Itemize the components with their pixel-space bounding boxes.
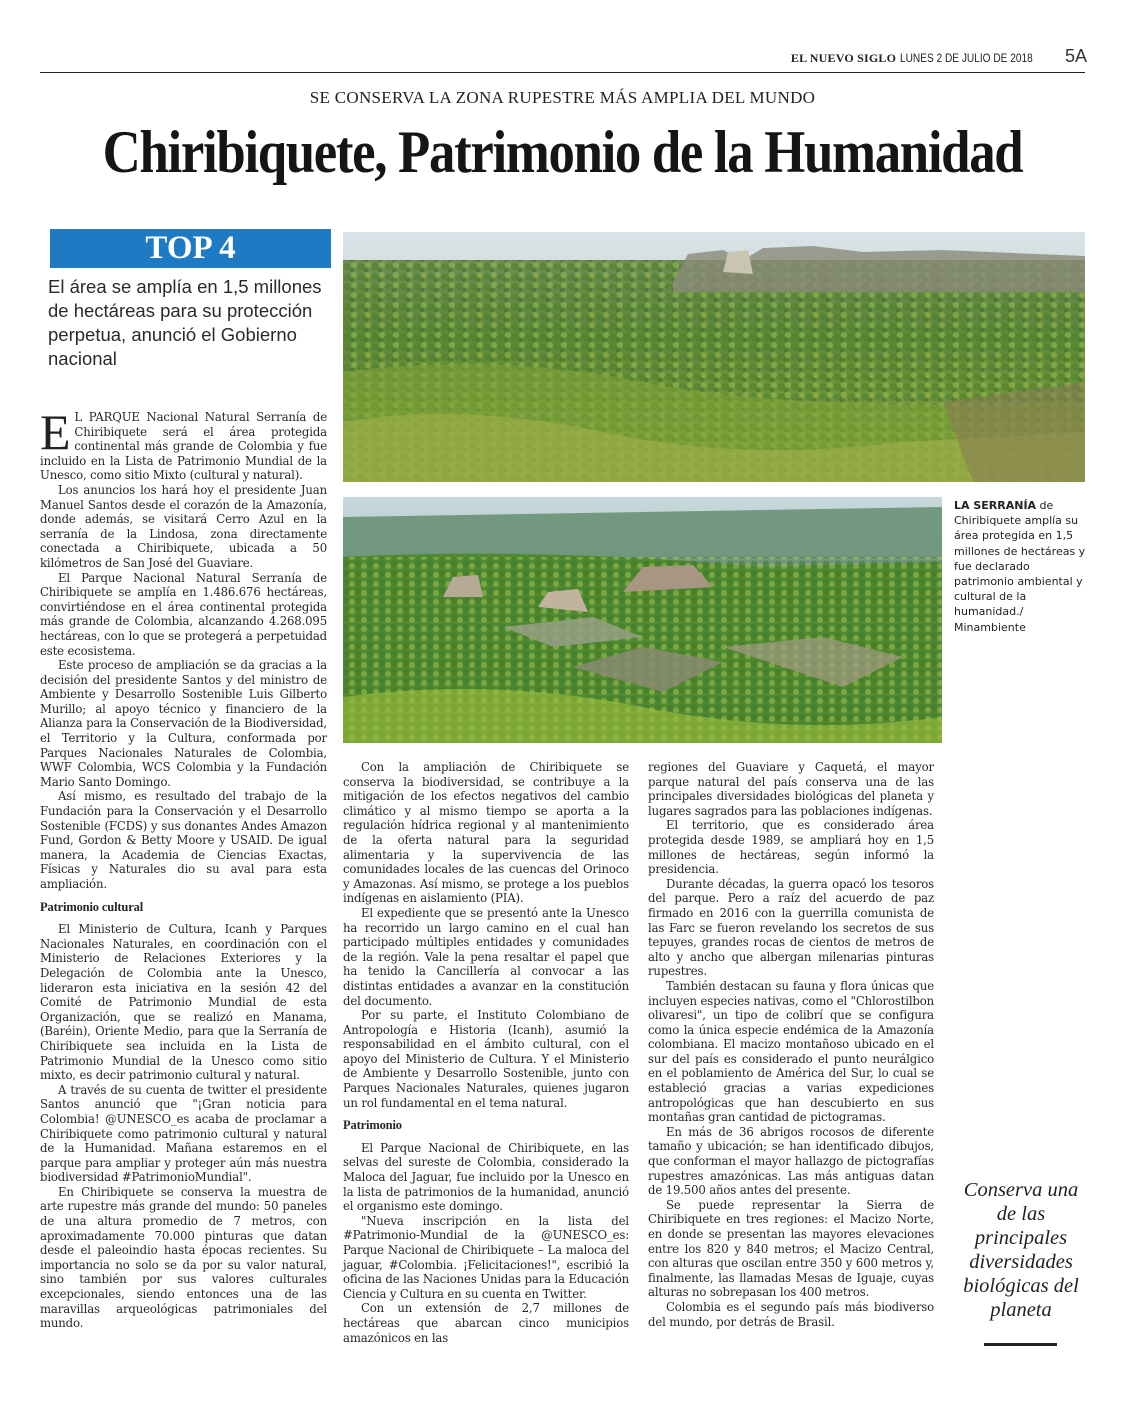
caption-lead: LA SERRANÍA — [954, 499, 1037, 512]
paragraph: El territorio, que es considerado área protegida desde 1989, se ampliará hoy en 1,5 millones de hectáreas, según informó la presidencia. — [648, 818, 934, 877]
top-box-label-text: TOP 4 — [145, 230, 236, 266]
paragraph-text: L PARQUE Nacional Natural Serranía de Chiribiquete será el área protegida continental más grande de Colombia y fue incluido en la Lista de Patrimonio Mundial de la Unesco, como sitio Mixto (cultural y natural). — [40, 410, 327, 483]
landscape-photo-1 — [343, 232, 1085, 482]
paragraph: Colombia es el segundo país más biodiverso del mundo, por detrás de Brasil. — [648, 1299, 934, 1329]
article-column-1 — [40, 404, 327, 1331]
paragraph: Este proceso de ampliación se da gracias a la decisión del presidente Santos y del ministro de Ambiente y Desarrollo Sostenible Luis Gilberto Murillo; al apoyo técnico y financiero de la Alianza para la Conservación de la Biodiversidad, el Territorio y la Cultura, conformada por Parques Nacionales Naturales de Colombia, WWF Colombia, WCS Colombia y la Fundación Mario Santo Domingo. — [40, 658, 327, 789]
paragraph: Se puede representar la Sierra de Chiribiquete en tres regiones: el Macizo Norte, en donde se presentan las mayores elevaciones entre los 820 y 840 metros; el Macizo Central, con alturas que oscilan entre 350 y 600 metros y, finalmente, las llamadas Mesas de Iguaje, cuyas alturas no sobrepasan los 400 metros. — [648, 1197, 934, 1300]
paragraph: En más de 36 abrigos rocosos de diferente tamaño y ubicación; se han identificado dibujos, que conforman el mayor hallazgo de pictografías rupestres amazónicas. Las más antiguas datan de 19.500 años antes del presente. — [648, 1124, 934, 1198]
paragraph: Así mismo, es resultado del trabajo de la Fundación para la Conservación y el Desarrollo Sostenible (FCDS) y sus donantes Andes Amazon Fund, Gordon & Betty Moore y USAID. De igual manera, la Academia de Ciencias Exactas, Físicas y Naturales dio su aval para esta ampliación. — [40, 789, 327, 891]
issue-date: LUNES 2 DE JULIO DE 2018 — [900, 53, 1033, 65]
kicker: SE CONSERVA LA ZONA RUPESTRE MÁS AMPLIA DEL MUNDO — [309, 88, 816, 107]
header-rule — [40, 72, 1085, 73]
page-number: 5A — [1064, 46, 1087, 66]
top-box-summary: El área se amplía en 1,5 millones de hectáreas para su protección perpetua, anunció el Gobierno nacional — [48, 276, 322, 369]
headline: Chiribiquete, Patrimonio de la Humanidad — [102, 119, 1023, 185]
paragraph: El Parque Nacional Natural Serranía de Chiribiquete se amplía en 1.486.676 hectáreas, convirtiéndose en el área continental protegida más grande de Colombia, alcanzando 4.268.095 hectáreas, con lo que se protegerá a perpetuidad este ecosistema. — [40, 570, 327, 658]
paragraph: El Ministerio de Cultura, Icanh y Parques Nacionales Naturales, en coordinación con el Ministerio de Relaciones Exteriores y la Delegación de Colombia ante la Unesco, lideraron esta iniciativa en la sesión 42 del Comité de Patrimonio Mundial de esta Organización, que se realizó en Manama, (Baréin), Oriente Medio, para que la Serranía de Chiribiquete sea incluida en la Lista de Patrimonio Mundial de la Unesco como sitio mixto, es decir patrimonio cultural y natural. — [40, 922, 327, 1083]
masthead — [791, 46, 1087, 67]
section-heading: Patrimonio — [343, 1118, 402, 1133]
paragraph: Con un extensión de 2,7 millones de hectáreas que abarcan cinco municipios amazónicos en las — [343, 1301, 629, 1345]
section-heading: Patrimonio cultural — [40, 899, 144, 914]
drop-cap: E — [40, 404, 71, 460]
paragraph: El Parque Nacional de Chiribiquete, en las selvas del sureste de Colombia, considerado la Maloca del Jaguar, fue incluido por la Unesco en la lista de patrimonios de la humanidad, anunció el organismo este domingo. — [343, 1140, 629, 1214]
paragraph: El expediente que se presentó ante la Unesco ha recorrido un largo camino en el cual han participado múltiples entidades y comunidades de la región. Vale la pena resaltar el papel que ha tenido la Cancillería al convocar a las distintas entidades a avanzar en la constitución del documento. — [343, 905, 629, 1008]
pull-quote-rule — [984, 1343, 1057, 1346]
top-box-rule — [50, 267, 331, 268]
paragraph: A través de su cuenta de twitter el presidente Santos anunció que "¡Gran noticia para Colombia! @UNESCO_es acaba de proclamar a Chiribiquete como patrimonio cultural y natural de la Humanidad. Mañana estaremos en el parque para ampliar y proteger aún más nuestra biodiversidad #PatrimonioMundial". — [40, 1082, 327, 1185]
newspaper-name: EL NUEVO SIGLO — [790, 51, 897, 65]
paragraph: En Chiribiquete se conserva la muestra de arte rupestre más grande del mundo: 50 paneles de una altura promedio de 7 metros, con aproximadamente 70.000 pinturas que datan desde el paleoindio hasta épocas recientes. Su importancia no solo se da por su valor natural, sino también por sus valores culturales excepcionales, siendo entonces una de las maravillas arqueológicas patrimoniales del mundo. — [40, 1184, 327, 1331]
paragraph: regiones del Guaviare y Caquetá, el mayor parque natural del país conserva una de las principales diversidades biológicas del planeta y lugares sagrados para las poblaciones indígenas. — [648, 760, 934, 818]
paragraph: Los anuncios los hará hoy el presidente Juan Manuel Santos desde el corazón de la Amazonía, donde además, se visitará Cerro Azul en la serranía de la Lindosa, zona directamente conectada a Chiribiquete, ubicada a 50 kilómetros de San José del Guaviare. — [40, 482, 327, 570]
article-column-2 — [343, 760, 629, 1345]
paragraph: Por su parte, el Instituto Colombiano de Antropología e Historia (Icanh), asumió la responsabilidad en el ámbito cultural, con el apoyo del Ministerio de Cultura. Y el Ministerio de Ambiente y Desarrollo Sostenible, junto con Parques Nacionales Naturales, quienes jugaron un rol fundamental en el tema natural. — [343, 1008, 629, 1110]
paragraph: Durante décadas, la guerra opacó los tesoros del parque. Pero a raíz del acuerdo de paz firmado en 2016 con la guerrilla comunista de las Farc se fueron revelando los secretos de sus tepuyes, grandes rocas de cientos de metros de alto y ancho que albergan milenarias pinturas rupestres. — [648, 876, 934, 979]
paragraph: "Nueva inscripción en la lista del #Patrimonio-Mundial de la @UNESCO_es: Parque Nacional de Chiribiquete – La maloca del jaguar, #Colombia. ¡Felicitaciones!", escribió la oficina de las Naciones Unidas para la Educación Ciencia y Cultura en su cuenta en Twitter. — [343, 1213, 629, 1301]
top-box-label — [50, 229, 331, 267]
pull-quote: Conserva una de las principales diversidades biológicas del planeta — [963, 1179, 1079, 1321]
paragraph — [40, 404, 327, 483]
landscape-photo-2 — [343, 497, 942, 743]
paragraph: Con la ampliación de Chiribiquete se conserva la biodiversidad, se contribuye a la mitigación de los efectos negativos del cambio climático y al mismo tiempo se aporta a la regulación hídrica regional y al mantenimiento de la oferta natural para la seguridad alimentaria y la supervivencia de las comunidades locales de las cuencas del Orinoco y Amazonas. Así mismo, se protege a los pueblos indígenas en aislamiento (PIA). — [343, 760, 629, 906]
paragraph: También destacan su fauna y flora únicas que incluyen especies nativas, como el "Chlorostilbon olivaresi", un tipo de colibrí que se configura como la única especie endémica de la Amazonía colombiana. El macizo montañoso ubicado en el sur del país es considerado el punto neurálgico en el poblamiento de América del Sur, lo cual se estableció gracias a varias expediciones antropológicas que han descubierto en sus montañas gran cantidad de pictogramas. — [648, 978, 934, 1125]
caption-text: de Chiribiquete amplía su área protegida en 1,5 millones de hectáreas y fue declarado patrimonio ambiental y cultural de la humanidad./ Minambiente — [954, 499, 1086, 634]
article-column-3 — [648, 760, 934, 1329]
photo-caption — [954, 498, 1089, 635]
